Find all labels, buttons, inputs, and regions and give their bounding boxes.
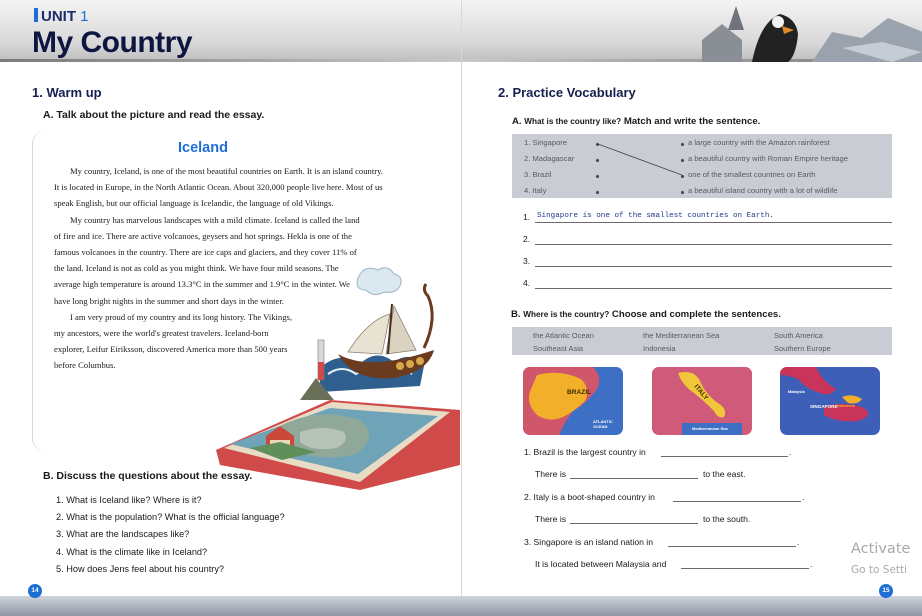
match-dot[interactable] xyxy=(596,191,599,194)
unit-word: UNIT xyxy=(41,8,76,25)
fill-blank-line[interactable] xyxy=(681,568,809,569)
answer-number: 1. xyxy=(523,212,531,222)
sentence-start: 3. Singapore is an island nation in xyxy=(524,537,653,547)
map-label: Malaysia xyxy=(788,389,805,394)
description-item: a large country with the Amazon rainforest xyxy=(688,138,830,147)
place-option: Southeast Asia xyxy=(533,344,584,353)
sentence-end: to the south. xyxy=(703,514,751,524)
match-dot[interactable] xyxy=(681,191,684,194)
brazil-map xyxy=(523,367,623,435)
essay-paragraph: My country, Iceland, is one of the most beautiful countries on Earth. It is an island country. It is located in Europe, in the North Atlantic Ocean. About 320,000 people live here. Most of us speak English, but our official language is Icelandic, the language of old Vikings. xyxy=(54,166,383,209)
map-label: ITALY xyxy=(692,383,710,402)
part-a-question: What is the country like? xyxy=(524,117,622,126)
part-b-instruction xyxy=(511,309,781,320)
unit-label xyxy=(34,8,89,25)
answer-line[interactable] xyxy=(535,266,892,267)
answer-line[interactable] xyxy=(535,288,892,289)
unit-bar-icon xyxy=(34,8,38,22)
question-item: 3. What are the landscapes like? xyxy=(56,529,190,540)
instruction-a: A. Talk about the picture and read the essay. xyxy=(43,109,265,121)
sentence-end: . xyxy=(802,492,805,502)
place-option: the Mediterranean Sea xyxy=(643,331,720,340)
question-item: 4. What is the climate like in Iceland? xyxy=(56,546,208,557)
country-label: 1. Singapore xyxy=(524,138,568,147)
unit-title: My Country xyxy=(32,26,192,59)
country-label: 3. Brazil xyxy=(524,170,552,179)
description-item: a beautiful country with Roman Empire heritage xyxy=(688,154,848,163)
place-option: Indonesia xyxy=(643,344,676,353)
answer-number: 2. xyxy=(523,234,531,244)
italy-map-shape xyxy=(652,367,752,435)
sentence-start: 1. Brazil is the largest country in xyxy=(524,447,646,457)
place-option: the Atlantic Ocean xyxy=(533,331,594,340)
part-a-label: A. xyxy=(512,116,522,127)
country-item xyxy=(524,170,551,179)
fill-blank-line[interactable] xyxy=(570,478,698,479)
map-label: Indonesia xyxy=(836,403,855,408)
singapore-map-shape xyxy=(780,367,880,435)
country-item xyxy=(524,138,567,147)
sentence-start: There is xyxy=(535,469,567,479)
page-number: 15 xyxy=(879,584,893,598)
example-answer: Singapore is one of the smallest countries on Earth. xyxy=(537,212,774,220)
essay-paragraph: My country has marvelous landscapes with a mild climate. Iceland is called the land of fire and ice. There are active volcanoes, geysers and hot springs. Hekla is one of the famous volcanoes in the country. There are ice caps and glaciers, and they cover 11% of the land. Iceland is not as cold as you might think. We have four mild seasons. The average high temperature is around 13.3°C in the summer and 1.9°C in the winter. We have long bright nights in the summer and short days in the winter. xyxy=(54,214,360,306)
country-item xyxy=(524,186,546,195)
sentence-end: . xyxy=(810,559,813,569)
sentence-end: . xyxy=(797,537,800,547)
question-list xyxy=(56,492,285,578)
question-item: 5. How does Jens feel about his country? xyxy=(56,563,225,574)
question-item: 1. What is Iceland like? Where is it? xyxy=(56,495,202,505)
fill-blank-line[interactable] xyxy=(570,523,698,524)
footer-band xyxy=(0,596,461,616)
iceland-popup-book-illustration xyxy=(210,250,461,500)
answer-line[interactable] xyxy=(535,222,892,223)
part-b-instruction-text: Choose and complete the sentences. xyxy=(611,309,781,320)
page-number: 14 xyxy=(28,584,42,598)
practice-vocabulary-heading: 2. Practice Vocabulary xyxy=(498,85,636,100)
singapore-map xyxy=(780,367,880,435)
description-item: one of the smallest countries on Earth xyxy=(688,170,816,179)
essay-title: Iceland xyxy=(178,140,228,156)
fill-blank-line[interactable] xyxy=(668,546,796,547)
part-b-label: B. xyxy=(511,309,521,320)
sentence-start: It is located between Malaysia and xyxy=(535,559,667,569)
sentence-start: 2. Italy is a boot-shaped country in xyxy=(524,492,655,502)
description-item: a beautiful island country with a lot of wildlife xyxy=(688,186,838,195)
answer-number: 3. xyxy=(523,256,531,266)
country-label: 4. Italy xyxy=(524,186,547,195)
header-scene-illustration xyxy=(692,0,922,62)
instruction-b: B. Discuss the questions about the essay. xyxy=(43,470,253,482)
part-b-question: Where is the country? xyxy=(523,310,610,319)
fill-blank-line[interactable] xyxy=(673,501,801,502)
fill-blank-line[interactable] xyxy=(661,456,788,457)
match-connector-line xyxy=(596,140,686,180)
unit-number: 1 xyxy=(80,8,89,25)
warm-up-heading: 1. Warm up xyxy=(32,85,102,100)
sentence-end: to the east. xyxy=(703,469,746,479)
question-item: 2. What is the population? What is the official language? xyxy=(56,512,285,523)
country-item xyxy=(524,154,574,163)
map-label: Mediterranean Sea xyxy=(692,426,728,431)
answer-line[interactable] xyxy=(535,244,892,245)
essay-paragraph: I am very proud of my country and its long history. The Vikings, my ancestors, were the world's greatest travelers. Iceland-born explorer, Leifur Eiriksson, discovered America more than 500 years before Columbus. xyxy=(54,311,293,371)
country-label: 2. Madagascar xyxy=(524,154,575,163)
footer-band xyxy=(461,596,922,616)
sentence-start: There is xyxy=(535,514,567,524)
part-a-instruction xyxy=(512,116,760,127)
activation-watermark-title: Activate xyxy=(851,541,911,557)
place-option: Southern Europe xyxy=(774,344,831,353)
part-a-instruction-text: Match and write the sentence. xyxy=(623,116,761,127)
italy-map xyxy=(652,367,752,435)
sentence-end: . xyxy=(789,447,792,457)
map-label: BRAZIL xyxy=(567,389,592,396)
answer-number: 4. xyxy=(523,278,531,288)
activation-watermark-subtitle: Go to Setti xyxy=(851,564,908,576)
map-label: SINGAPORE xyxy=(810,404,838,409)
place-option: South America xyxy=(774,331,823,340)
map-label: ATLANTIC OCEAN xyxy=(593,419,613,429)
